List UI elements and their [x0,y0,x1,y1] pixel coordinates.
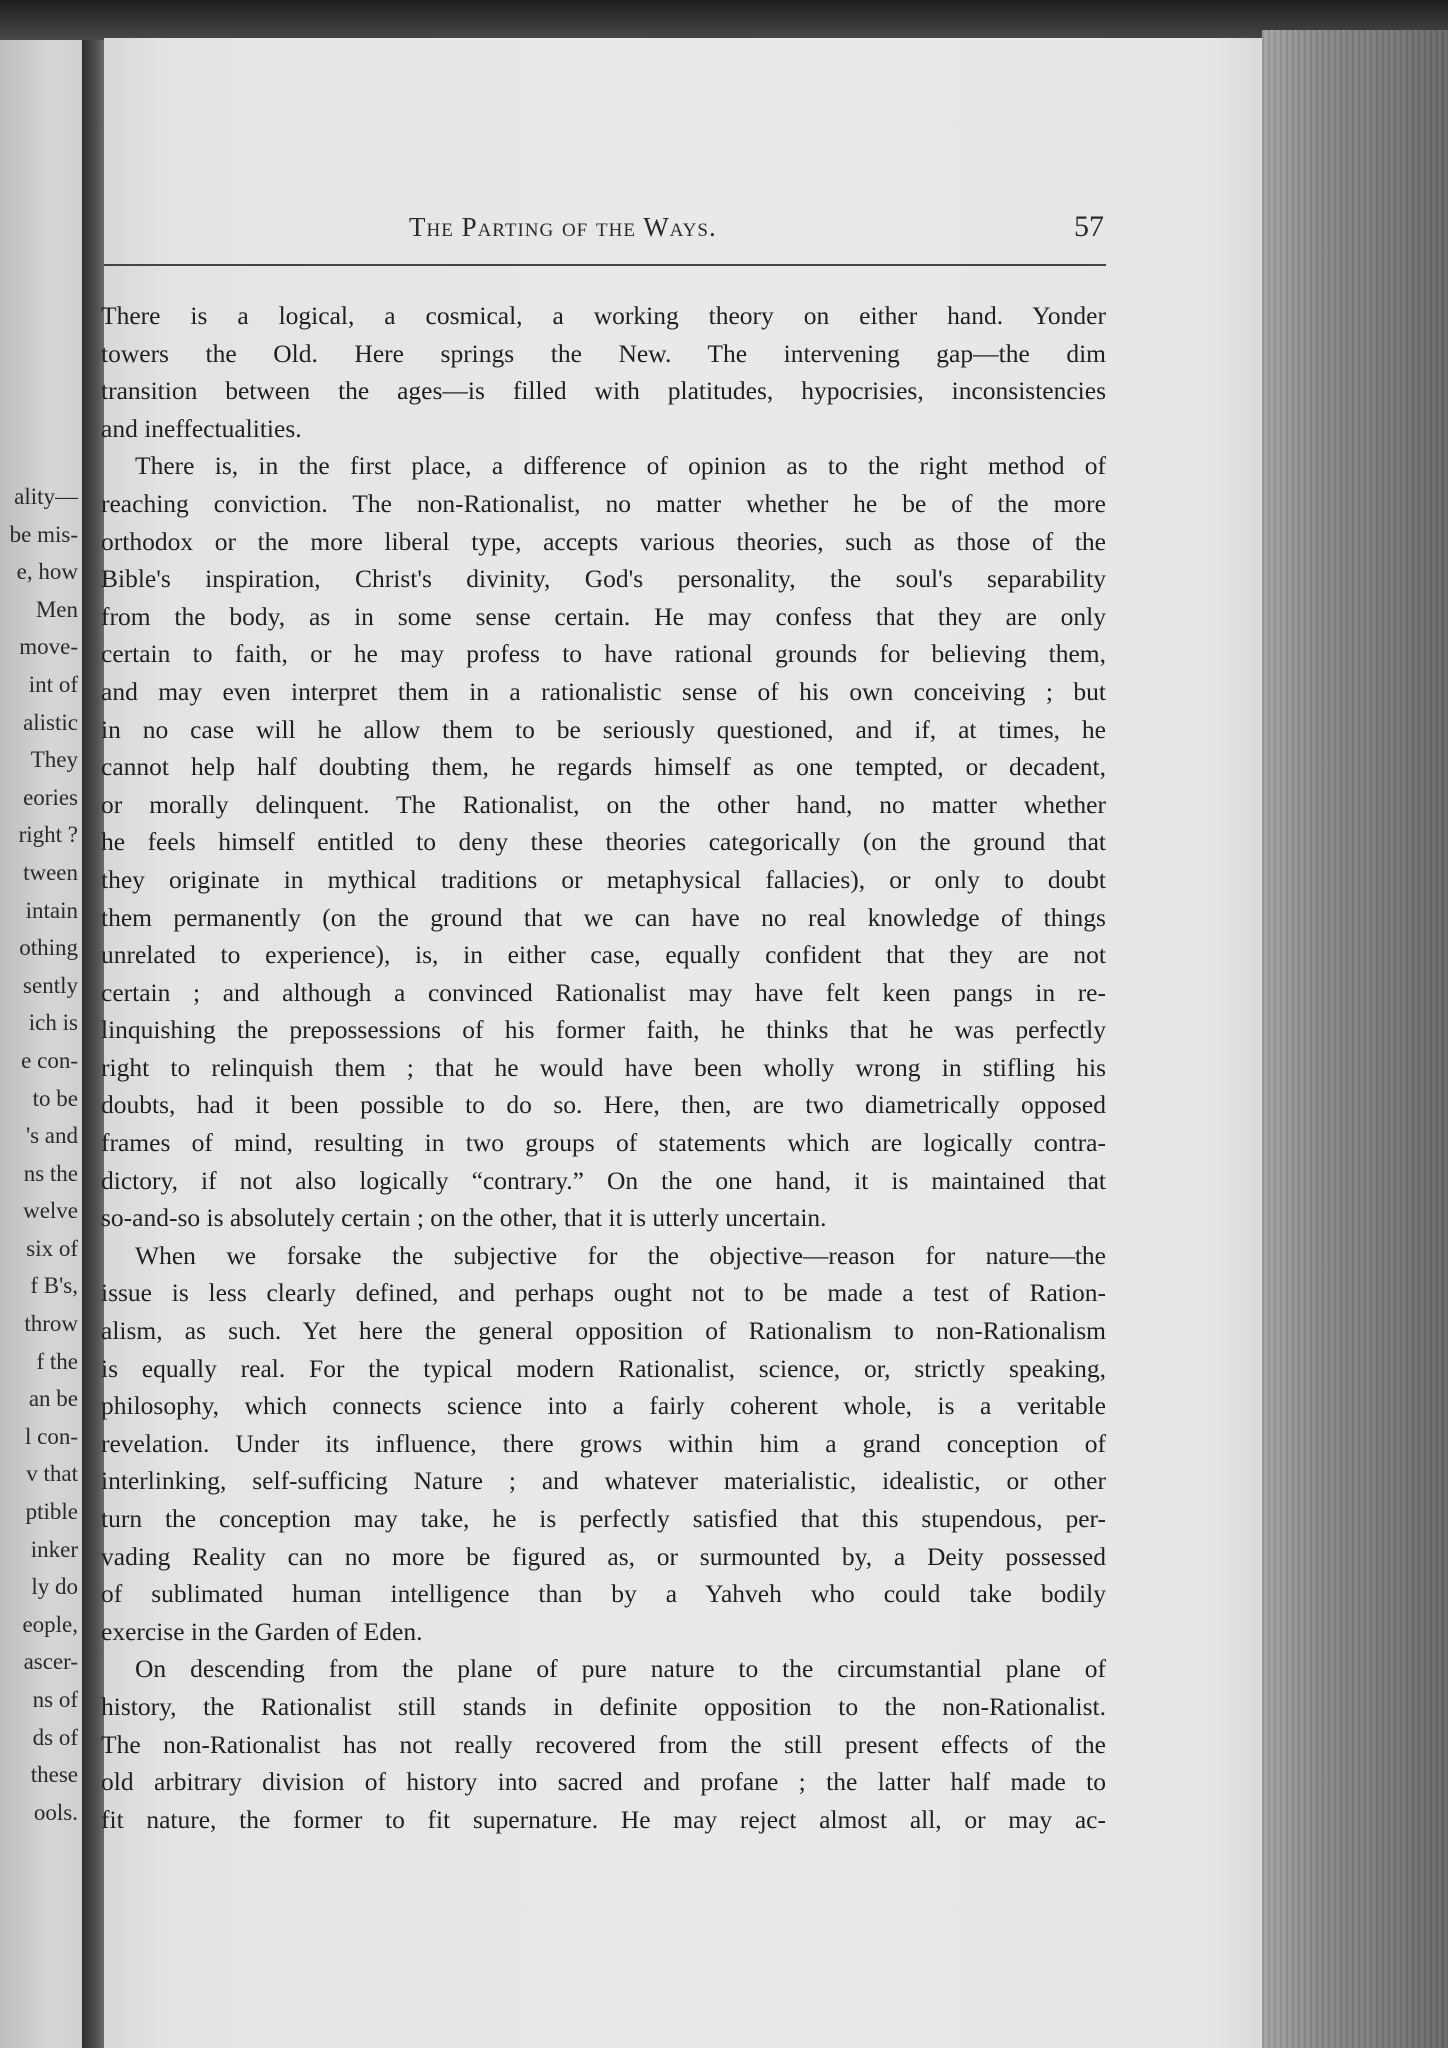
left-fragment-line: ly do [31,1574,78,1600]
text-line: There is a logical, a cosmical, a working theory on either hand. Yonder [101,301,1106,330]
text-line: There is, in the first place, a difference of opinion as to the right method of [135,451,1106,481]
left-fragment-line: f B's, [30,1273,78,1299]
left-fragment-line: eople, [22,1611,78,1637]
left-fragment-line: f the [36,1348,78,1374]
left-fragment-line: ns of [32,1687,78,1712]
paragraph [101,1650,1106,1838]
text-line: philosophy, which connects science into a fairly coherent whole, is a veritable [101,1391,1106,1421]
text-line: they originate in mythical traditions or metaphysical fallacies), or only to doubt [101,864,1106,894]
paragraph [101,297,1106,447]
running-head [104,206,1104,260]
text-line: On descending from the plane of pure nature to the circumstantial plane of [135,1654,1106,1684]
text-line: from the body, as in some sense certain. He may confess that they are only [101,601,1106,631]
text-line: unrelated to experience), is, in either case, equally confident that they are not [101,940,1106,970]
text-line: orthodox or the more liberal type, accepts various theories, such as those of the [101,526,1106,556]
left-fragment-line: intain [25,897,78,923]
text-line: or morally delinquent. The Rationalist, on the other hand, no matter whether [101,789,1106,819]
left-fragment-line: be mis- [9,521,78,547]
text-line: reaching conviction. The non-Rationalist, no matter whether he be of the more [101,488,1106,518]
text-line: so-and-so is absolutely certain ; on the other, that it is utterly uncertain. [101,1203,827,1233]
paragraph [101,447,1106,1236]
text-line: vading Reality can no more be figured as, or surmounted by, a Deity possessed [101,1541,1106,1571]
left-fragment-line: six of [26,1235,78,1261]
paragraph [101,1237,1106,1651]
text-line: history, the Rationalist still stands in definite opposition to the non-Rationalist. [101,1691,1106,1721]
text-line: old arbitrary division of history into sacred and profane ; the latter half made to [101,1767,1106,1797]
left-fragment-line: l con- [24,1423,78,1449]
left-fragment-line: ds of [32,1724,78,1750]
left-fragment-line: inker [30,1536,78,1562]
text-line: and ineffectualities. [101,413,302,443]
body-text [101,297,1106,1838]
text-line: he feels himself entitled to deny these theories categorically (on the ground that [101,827,1106,857]
text-line: frames of mind, resulting in two groups of statements which are logically contra- [101,1128,1106,1158]
left-page-text-fragments [0,478,78,1831]
text-line: is equally real. For the typical modern Rationalist, science, or, strictly speaking, [101,1353,1106,1383]
left-fragment-line: Men [35,596,78,622]
text-line: certain to faith, or he may profess to have rational grounds for believing them, [101,639,1106,669]
header-rule [104,264,1106,266]
left-fragment-line: ascer- [23,1649,78,1675]
text-line: revelation. Under its influence, there grows within him a grand conception of [101,1428,1106,1458]
text-line: turn the conception may take, he is perfectly satisfied that this stupendous, per- [101,1504,1106,1533]
text-line: them permanently (on the ground that we can have no real knowledge of things [101,902,1106,932]
left-fragment-line: alistic [23,709,78,735]
left-fragment-line: ich is [28,1010,78,1036]
left-fragment-line: to be [32,1085,78,1111]
text-line: cannot help half doubting them, he regards himself as one tempted, or decadent, [101,752,1106,782]
text-line: right to relinquish them ; that he would have been wholly wrong in stifling his [101,1052,1106,1082]
text-line: issue is less clearly defined, and perhaps ought not to be made a test of Ration- [101,1278,1106,1308]
text-line: The non-Rationalist has not really recovered from the still present effects of the [101,1729,1106,1759]
text-line: linquishing the prepossessions of his former faith, he thinks that he was perfectly [101,1015,1106,1045]
page-number: 57 [1074,210,1104,243]
text-line: doubts, had it been possible to do so. Here, then, are two diametrically opposed [101,1090,1106,1120]
left-fragment-line: these [30,1762,78,1788]
left-fragment-line: sently [23,972,78,998]
left-fragment-line: ality— [14,484,78,509]
top-shadow-edge [0,0,1448,42]
text-line: in no case will he allow them to be seriously questioned, and if, at times, he [101,714,1106,744]
text-line: dictory, if not also logically “contrary.” On the one hand, it is maintained that [101,1165,1106,1195]
text-line: alism, as such. Yet here the general opposition of Rationalism to non-Rationalism [101,1316,1106,1346]
left-fragment-line: othing [19,935,78,961]
left-page [0,40,82,2048]
left-fragment-line: int of [28,671,78,697]
text-line: When we forsake the subjective for the objective—reason for nature—the [135,1240,1106,1270]
text-line: transition between the ages—is filled with platitudes, hypocrisies, inconsistencies [101,376,1106,406]
text-line: Bible's inspiration, Christ's divinity, God's personality, the soul's separability [101,564,1106,594]
left-fragment-line: move- [19,634,78,660]
left-fragment-line: ptible [25,1499,78,1525]
text-line: and may even interpret them in a rationalistic sense of his own conceiving ; but [101,676,1106,706]
text-line: towers the Old. Here springs the New. The intervening gap—the dim [101,338,1106,368]
left-fragment-line: e, how [16,559,78,585]
running-title: The Parting of the Ways. [409,212,717,242]
left-fragment-line: e con- [21,1047,78,1073]
left-fragment-line: ns the [23,1160,78,1186]
left-fragment-line: an be [28,1386,78,1412]
text-line: fit nature, the former to fit supernature. He may reject almost all, or may ac- [101,1804,1106,1834]
left-fragment-line: throw [24,1311,78,1337]
text-line: exercise in the Garden of Eden. [101,1616,423,1646]
text-line: certain ; and although a convinced Rationalist may have felt keen pangs in re- [101,977,1106,1007]
left-fragment-line: 's and [25,1123,78,1149]
left-fragment-line: They [30,747,78,773]
left-fragment-line: tween [23,859,78,885]
text-line: of sublimated human intelligence than by a Yahveh who could take bodily [101,1579,1106,1609]
left-fragment-line: eories [23,784,78,810]
page-block-edge [1262,30,1448,2048]
text-line: interlinking, self-sufficing Nature ; and whatever materialistic, idealistic, or other [101,1466,1106,1496]
left-fragment-line: v that [26,1461,78,1487]
left-fragment-line: ools. [33,1799,78,1825]
left-fragment-line: welve [23,1198,78,1224]
left-fragment-line: right ? [18,822,78,848]
